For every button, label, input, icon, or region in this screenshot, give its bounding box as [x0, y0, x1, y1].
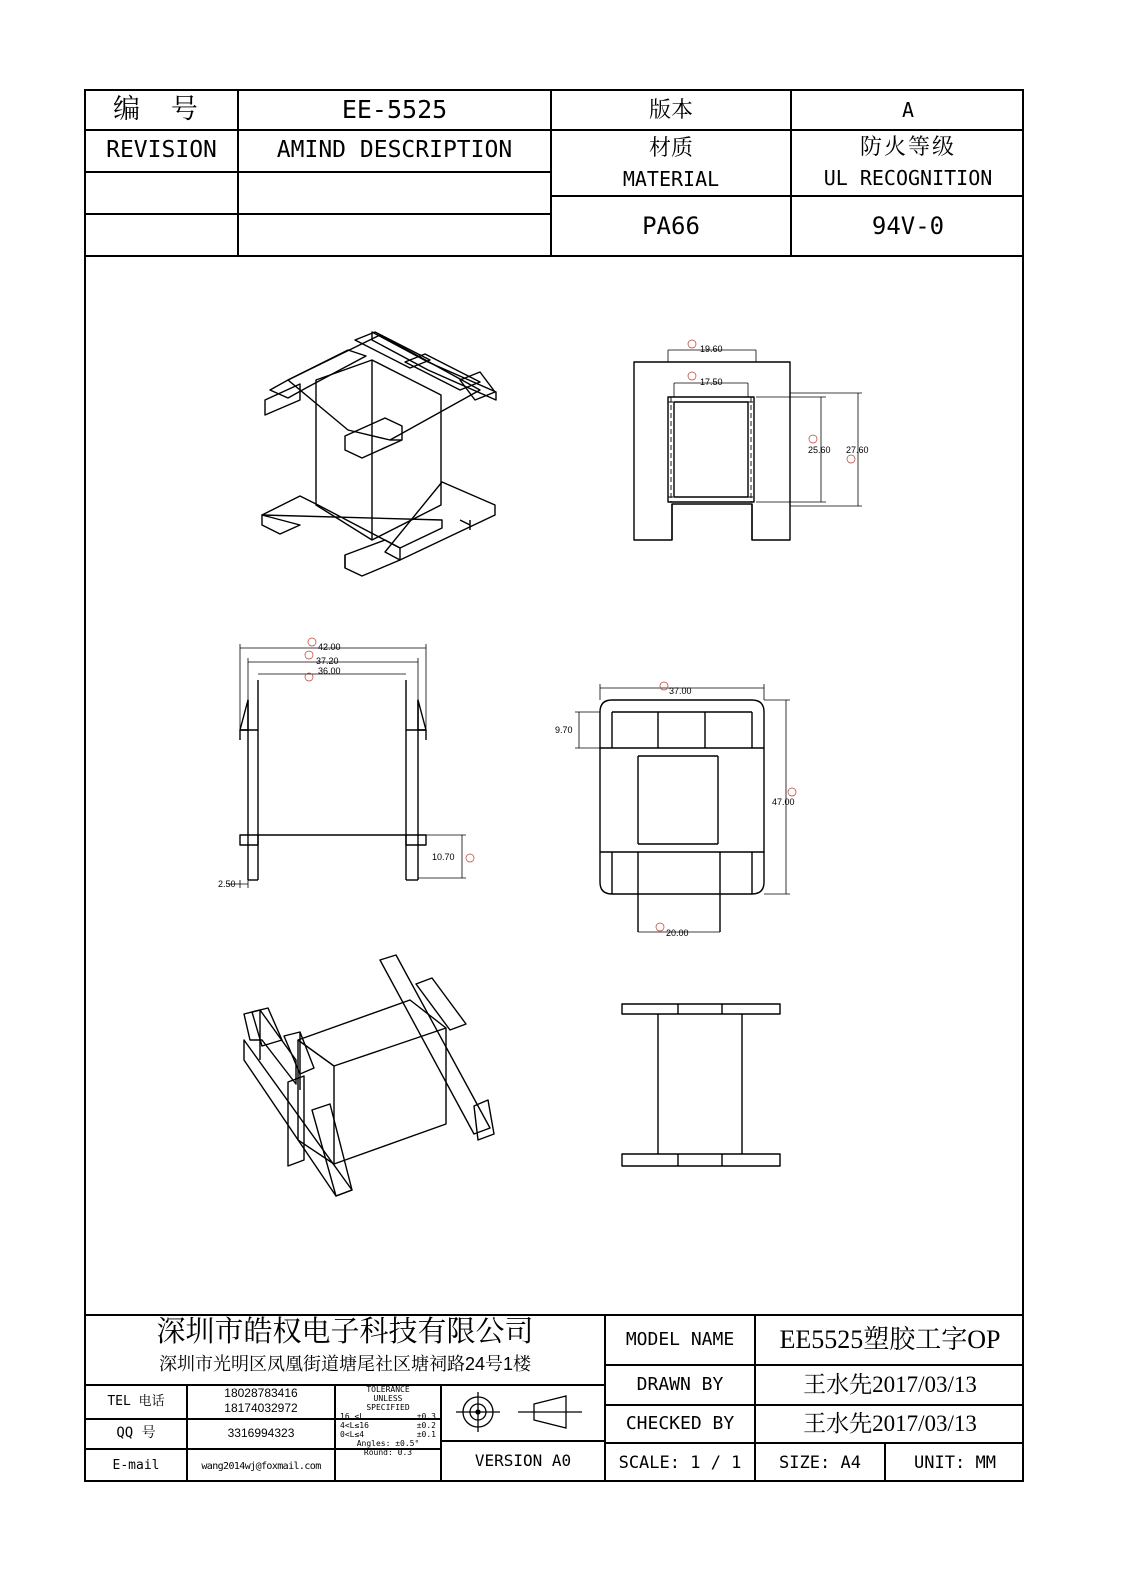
version-value: A: [901, 98, 915, 122]
dim-side-flange: 9.70: [555, 725, 573, 735]
tolerance-row: [336, 1412, 440, 1421]
tolerance-angles: Angles: ±0.5°: [356, 1439, 420, 1448]
qq-label: QQ 号: [116, 1425, 156, 1442]
tolerance-range: 0<L≤4: [340, 1430, 365, 1439]
checked-by-label: CHECKED BY: [625, 1413, 735, 1435]
model-name-value: EE5525塑胶工字OP: [779, 1324, 1001, 1354]
qq-number: 3316994323: [227, 1426, 295, 1441]
isometric-view-bottom: [244, 955, 494, 1196]
dim-front-w3: 36.00: [318, 666, 341, 676]
model-name-label: MODEL NAME: [625, 1329, 735, 1351]
dim-side-width: 37.00: [669, 686, 692, 696]
dim-top-width-inner: 17.50: [700, 377, 723, 387]
tolerance-range: 4<L≤16: [340, 1421, 369, 1430]
scale-text: SCALE: 1 / 1: [618, 1452, 742, 1473]
dim-front-thick: 2.50: [218, 879, 236, 889]
dim-side-height: 47.00: [772, 797, 795, 807]
tolerance-value: ±0.1: [416, 1430, 436, 1439]
dim-top-height-inner: 25.60: [808, 445, 831, 455]
tolerance-block: [336, 1385, 440, 1482]
email-label: E-mail: [112, 1457, 160, 1473]
tel-number-2: 18174032972: [224, 1401, 298, 1416]
dim-front-pin: 10.70: [432, 852, 455, 862]
drawn-by-label: DRAWN BY: [636, 1374, 724, 1396]
company-name: 深圳市皓权电子科技有限公司: [156, 1316, 534, 1349]
tel-number-1: 18028783416: [224, 1386, 298, 1401]
tel-label: TEL 电话: [107, 1393, 165, 1409]
material-label-cn: 材质: [648, 134, 693, 160]
tolerance-title: TOLERANCE: [366, 1385, 410, 1394]
dim-top-height-outer: 27.60: [846, 445, 869, 455]
version-code: VERSION A0: [474, 1451, 572, 1471]
unit-text: UNIT: MM: [914, 1452, 996, 1473]
material-label-en: MATERIAL: [622, 167, 720, 191]
dim-front-w2: 37.20: [316, 656, 339, 666]
number-label: 编 号: [113, 94, 210, 125]
tolerance-row: [336, 1421, 440, 1430]
version-label: 版本: [648, 96, 693, 122]
tolerance-unless: UNLESS: [373, 1394, 403, 1403]
fire-rating-label-cn: 防火等级: [859, 133, 956, 159]
tolerance-range: 16 <L: [340, 1412, 365, 1421]
front-view: [228, 644, 466, 888]
isometric-view-top: [262, 332, 496, 576]
dim-side-bottom: 20.00: [666, 928, 689, 938]
checked-by-value: 王水先2017/03/13: [803, 1411, 977, 1437]
bottom-elevation-view: [622, 1004, 780, 1166]
tolerance-specified: SPECIFIED: [366, 1403, 410, 1412]
tolerance-row: [336, 1430, 440, 1439]
fire-rating-label-en: UL RECOGNITION: [823, 166, 993, 190]
part-number: EE-5525: [341, 95, 448, 125]
drawn-by-value: 王水先2017/03/13: [803, 1372, 977, 1398]
amend-description-label: AMIND DESCRIPTION: [276, 137, 513, 164]
side-view: [575, 684, 790, 932]
fire-rating-value: 94V-0: [871, 211, 945, 240]
tolerance-value: ±0.2: [416, 1421, 436, 1430]
size-text: SIZE: A4: [779, 1452, 861, 1473]
tolerance-round: Round: 0.3: [363, 1448, 413, 1457]
company-address: 深圳市光明区凤凰街道塘尾社区塘祠路24号1楼: [158, 1354, 532, 1375]
material-value: PA66: [642, 211, 700, 240]
projection-symbol-icon: [442, 1386, 604, 1440]
email-address[interactable]: wang2014wj@foxmail.com: [201, 1460, 321, 1472]
dim-front-w1: 42.00: [318, 642, 341, 652]
dim-top-width-outer: 19.60: [700, 344, 723, 354]
tolerance-value: ±0.3: [416, 1412, 436, 1421]
revision-label: REVISION: [106, 137, 217, 164]
dimension-callout-markers: [305, 340, 855, 931]
